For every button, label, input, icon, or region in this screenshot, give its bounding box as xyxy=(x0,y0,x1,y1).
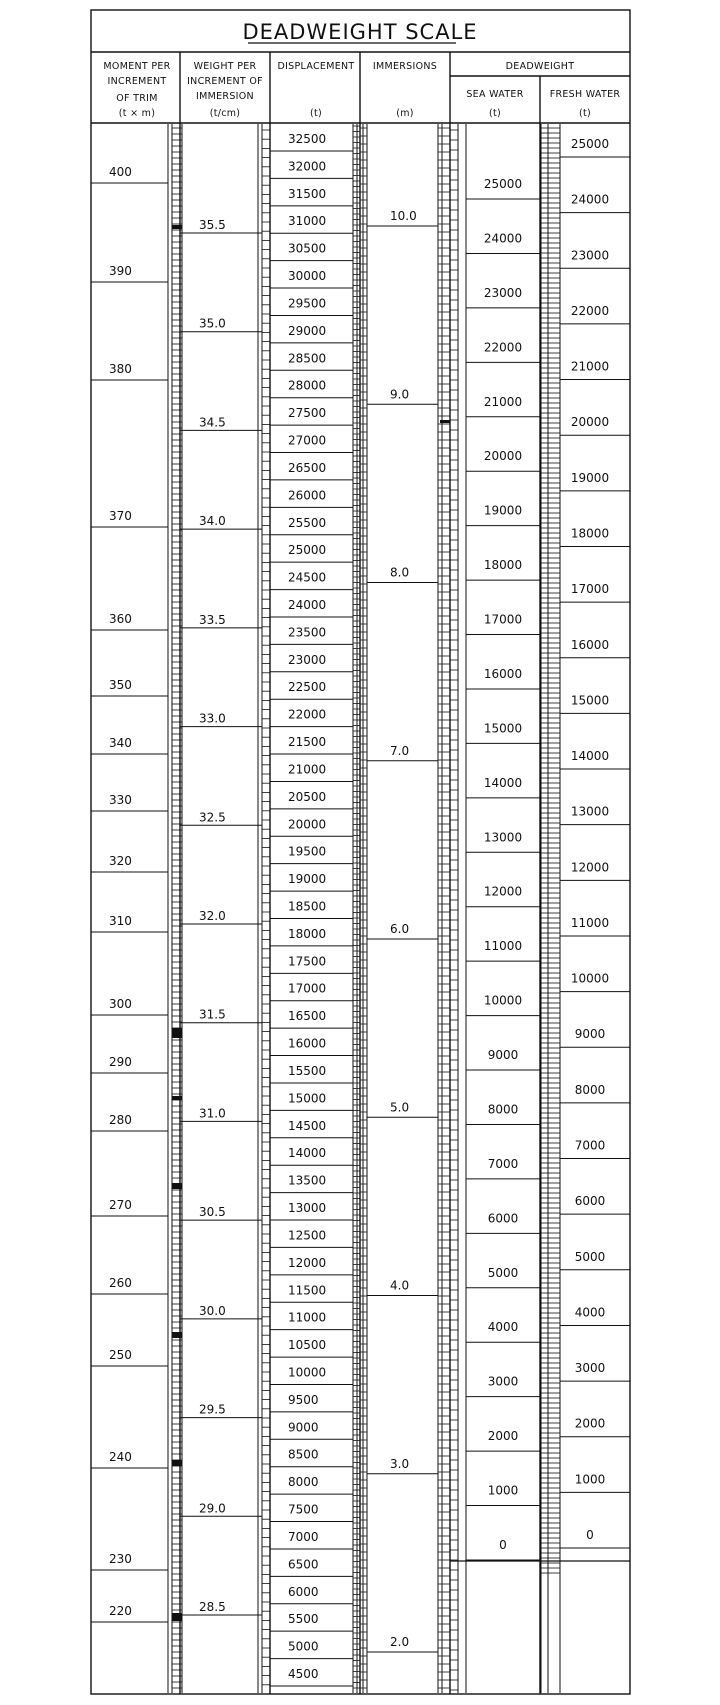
displacement-value-label: 7500 xyxy=(288,1502,319,1517)
fresh-water-value-label: 0 xyxy=(586,1528,594,1542)
displacement-value-label: 20500 xyxy=(288,789,327,804)
displacement-value-label: 13000 xyxy=(288,1201,327,1216)
fresh-water-value-label: 1000 xyxy=(574,1472,606,1487)
displacement-value-label: 24000 xyxy=(288,597,327,612)
wpi-value-label: 33.5 xyxy=(199,612,226,627)
fresh-water-value-label: 20000 xyxy=(570,415,610,430)
header-imm-1: IMMERSIONS xyxy=(372,61,438,72)
displacement-value-label: 17500 xyxy=(288,954,327,969)
immersion-value-label: 7.0 xyxy=(390,743,410,758)
displacement-value-label: 4500 xyxy=(288,1667,319,1681)
sea-water-value-label: 24000 xyxy=(483,231,523,246)
header-mpt-3: OF TRIM xyxy=(116,93,158,104)
displacement-value-label: 21500 xyxy=(288,735,327,750)
sea-water-value-label: 16000 xyxy=(483,666,523,681)
displacement-value-label: 11500 xyxy=(288,1283,327,1298)
mpt-dense-mark-6 xyxy=(172,1613,182,1621)
sea-water-value-label: 8000 xyxy=(487,1102,519,1117)
mpt-value-label: 380 xyxy=(109,362,132,376)
immersion-value-label: 9.0 xyxy=(390,387,410,402)
immersion-value-label: 10.0 xyxy=(390,209,417,223)
header-wpi-1: WEIGHT PER xyxy=(193,61,257,72)
fresh-water-value-label: 22000 xyxy=(570,303,610,318)
displacement-value-label: 32000 xyxy=(288,159,327,174)
fresh-water-value-label: 14000 xyxy=(570,749,610,764)
wpi-value-label: 28.5 xyxy=(199,1600,226,1614)
displacement-value-label: 21000 xyxy=(288,762,327,777)
fresh-water-value-label: 2000 xyxy=(574,1416,606,1431)
header-sea-2: (t) xyxy=(488,108,502,119)
wpi-value-label: 31.0 xyxy=(199,1106,226,1121)
fresh-water-value-label: 15000 xyxy=(570,693,610,708)
header-fresh-1: FRESH WATER xyxy=(549,89,621,100)
fresh-water-value-label: 12000 xyxy=(570,860,610,875)
displacement-value-label: 31500 xyxy=(288,186,327,201)
mpt-value-label: 340 xyxy=(109,736,132,750)
immersion-value-label: 6.0 xyxy=(390,922,410,936)
header-mpt-2: INCREMENT xyxy=(107,76,167,87)
displacement-value-label: 5000 xyxy=(288,1639,319,1654)
displacement-value-label: 10000 xyxy=(288,1365,327,1380)
displacement-value-label: 15000 xyxy=(288,1091,327,1106)
header-wpi-2: INCREMENT OF xyxy=(187,76,263,87)
fresh-water-value-label: 6000 xyxy=(574,1194,606,1209)
mpt-dense-mark-4 xyxy=(172,1332,182,1338)
displacement-value-label: 17000 xyxy=(288,981,327,996)
displacement-value-label: 18000 xyxy=(288,926,327,941)
fresh-water-value-label: 10000 xyxy=(570,971,610,986)
displacement-value-label: 9000 xyxy=(288,1420,319,1435)
mpt-value-label: 320 xyxy=(109,854,132,868)
mpt-value-label: 350 xyxy=(109,678,132,692)
mpt-value-label: 220 xyxy=(109,1604,132,1618)
displacement-value-label: 30000 xyxy=(288,269,327,284)
displacement-value-label: 7000 xyxy=(288,1529,319,1544)
sea-water-value-label: 15000 xyxy=(483,721,523,736)
displacement-value-label: 13500 xyxy=(288,1173,327,1188)
immersion-value-label: 2.0 xyxy=(390,1635,410,1649)
header-disp-1: DISPLACEMENT xyxy=(277,61,355,72)
displacement-value-label: 5500 xyxy=(288,1612,319,1627)
header-imm-2: (m) xyxy=(396,108,414,119)
wpi-value-label: 30.0 xyxy=(199,1303,226,1318)
header-wpi-4: (t/cm) xyxy=(209,108,241,119)
fresh-water-value-label: 19000 xyxy=(570,470,610,485)
diagram-title: DEADWEIGHT SCALE xyxy=(242,20,478,44)
displacement-value-label: 19000 xyxy=(288,872,327,887)
header-sea-1: SEA WATER xyxy=(466,89,524,100)
sea-water-value-label: 9000 xyxy=(487,1048,519,1063)
displacement-value-label: 10500 xyxy=(288,1338,327,1353)
displacement-value-label: 12000 xyxy=(288,1255,327,1270)
displacement-value-label: 27500 xyxy=(288,406,327,421)
displacement-value-label: 26500 xyxy=(288,460,327,475)
fresh-water-value-label: 11000 xyxy=(570,915,610,930)
mpt-value-label: 240 xyxy=(109,1450,132,1464)
displacement-value-label: 30500 xyxy=(288,241,327,256)
immersion-value-label: 4.0 xyxy=(390,1278,410,1293)
displacement-value-label: 6000 xyxy=(288,1584,319,1599)
fresh-water-value-label: 7000 xyxy=(574,1138,606,1153)
sea-water-value-label: 13000 xyxy=(483,830,523,845)
sea-water-value-label: 14000 xyxy=(483,775,523,790)
displacement-value-label: 8500 xyxy=(288,1447,319,1462)
wpi-value-label: 33.0 xyxy=(199,711,226,726)
fresh-water-value-label: 25000 xyxy=(570,137,610,151)
sea-water-value-label: 5000 xyxy=(487,1265,519,1280)
mpt-value-label: 290 xyxy=(109,1055,132,1069)
mpt-value-label: 360 xyxy=(109,612,132,626)
displacement-value-label: 32500 xyxy=(288,132,327,146)
fresh-water-value-label: 23000 xyxy=(570,248,610,263)
wpi-value-label: 29.0 xyxy=(199,1501,226,1516)
displacement-value-label: 19500 xyxy=(288,844,327,859)
mpt-dense-mark-1 xyxy=(172,1028,182,1038)
header-disp-2: (t) xyxy=(309,108,323,119)
sea-water-value-label: 10000 xyxy=(483,993,523,1008)
mpt-value-label: 250 xyxy=(109,1348,132,1362)
imm-mark xyxy=(440,420,450,423)
sea-water-value-label: 6000 xyxy=(487,1211,519,1226)
sea-water-value-label: 23000 xyxy=(483,285,523,300)
wpi-value-label: 32.5 xyxy=(199,810,226,825)
fresh-water-value-label: 17000 xyxy=(570,582,610,597)
fresh-water-value-label: 18000 xyxy=(570,526,610,541)
displacement-value-label: 29000 xyxy=(288,323,327,338)
displacement-value-label: 23500 xyxy=(288,625,327,640)
mpt-dense-mark-3 xyxy=(172,1183,182,1189)
sea-water-value-label: 2000 xyxy=(487,1429,519,1444)
immersion-value-label: 8.0 xyxy=(390,565,410,580)
fresh-water-value-label: 21000 xyxy=(570,359,610,374)
immersion-value-label: 3.0 xyxy=(390,1456,410,1471)
header-wpi-3: IMMERSION xyxy=(196,91,254,102)
mpt-value-label: 260 xyxy=(109,1276,132,1290)
mpt-value-label: 280 xyxy=(109,1113,132,1127)
fresh-water-value-label: 3000 xyxy=(574,1361,606,1376)
sea-water-value-label: 12000 xyxy=(483,884,523,899)
displacement-value-label: 23000 xyxy=(288,652,327,667)
displacement-value-label: 27000 xyxy=(288,433,327,448)
fresh-water-value-label: 16000 xyxy=(570,637,610,652)
sea-water-value-label: 7000 xyxy=(487,1156,519,1171)
mpt-dense-mark-5 xyxy=(172,1460,182,1466)
fresh-water-value-label: 5000 xyxy=(574,1249,606,1264)
sea-water-value-label: 1000 xyxy=(487,1483,519,1498)
displacement-value-label: 29500 xyxy=(288,296,327,311)
displacement-value-label: 9500 xyxy=(288,1392,319,1407)
wpi-value-label: 35.0 xyxy=(199,316,226,331)
fresh-water-value-label: 8000 xyxy=(574,1082,606,1097)
displacement-value-label: 11000 xyxy=(288,1310,327,1325)
displacement-value-label: 15500 xyxy=(288,1063,327,1078)
displacement-value-label: 20000 xyxy=(288,817,327,832)
header-mpt-1: MOMENT PER xyxy=(103,61,171,72)
mpt-value-label: 370 xyxy=(109,509,132,523)
wpi-value-label: 31.5 xyxy=(199,1007,226,1022)
sea-water-value-label: 20000 xyxy=(483,449,523,464)
sea-water-value-label: 3000 xyxy=(487,1374,519,1389)
mpt-value-label: 390 xyxy=(109,264,132,278)
sea-water-value-label: 0 xyxy=(499,1538,507,1552)
wpi-value-label: 29.5 xyxy=(199,1402,226,1417)
displacement-value-label: 18500 xyxy=(288,899,327,914)
mpt-value-label: 300 xyxy=(109,997,132,1011)
wpi-value-label: 30.5 xyxy=(199,1205,226,1220)
fresh-water-value-label: 13000 xyxy=(570,804,610,819)
sea-water-value-label: 19000 xyxy=(483,503,523,518)
wpi-value-label: 35.5 xyxy=(199,218,226,232)
fresh-water-value-label: 24000 xyxy=(570,192,610,207)
displacement-value-label: 28000 xyxy=(288,378,327,393)
wpi-value-label: 34.0 xyxy=(199,514,226,529)
wpi-value-label: 34.5 xyxy=(199,415,226,430)
displacement-value-label: 16000 xyxy=(288,1036,327,1051)
wpi-value-label: 32.0 xyxy=(199,909,226,923)
displacement-value-label: 6500 xyxy=(288,1557,319,1572)
fresh-water-value-label: 4000 xyxy=(574,1305,606,1320)
displacement-value-label: 24500 xyxy=(288,570,327,585)
mpt-value-label: 330 xyxy=(109,793,132,807)
mpt-value-label: 230 xyxy=(109,1552,132,1566)
header-mpt-4: (t × m) xyxy=(118,108,156,119)
sea-water-value-label: 25000 xyxy=(483,177,523,191)
mpt-dense-mark-2 xyxy=(172,1096,182,1100)
displacement-value-label: 8000 xyxy=(288,1475,319,1490)
mpt-value-label: 270 xyxy=(109,1198,132,1212)
displacement-value-label: 25500 xyxy=(288,515,327,530)
mpt-dense-mark-0 xyxy=(172,225,182,229)
displacement-value-label: 31000 xyxy=(288,214,327,229)
displacement-value-label: 22000 xyxy=(288,707,327,722)
displacement-value-label: 25000 xyxy=(288,543,327,558)
displacement-value-label: 14500 xyxy=(288,1118,327,1133)
displacement-value-label: 26000 xyxy=(288,488,327,503)
header-deadweight: DEADWEIGHT xyxy=(505,61,575,72)
displacement-value-label: 12500 xyxy=(288,1228,327,1243)
sea-water-value-label: 18000 xyxy=(483,558,523,573)
sea-water-value-label: 11000 xyxy=(483,939,523,954)
immersion-value-label: 5.0 xyxy=(390,1100,410,1115)
sea-water-value-label: 22000 xyxy=(483,340,523,355)
mpt-value-label: 400 xyxy=(109,165,132,179)
header-fresh-2: (t) xyxy=(578,108,592,119)
displacement-value-label: 14000 xyxy=(288,1146,327,1161)
displacement-value-label: 22500 xyxy=(288,680,327,695)
displacement-value-label: 28500 xyxy=(288,351,327,366)
displacement-value-label: 16500 xyxy=(288,1009,327,1024)
sea-water-value-label: 4000 xyxy=(487,1320,519,1335)
sea-water-value-label: 21000 xyxy=(483,394,523,409)
column-headers xyxy=(103,61,620,119)
mpt-value-label: 310 xyxy=(109,914,132,928)
sea-water-value-label: 17000 xyxy=(483,612,523,627)
fresh-water-value-label: 9000 xyxy=(574,1027,606,1042)
